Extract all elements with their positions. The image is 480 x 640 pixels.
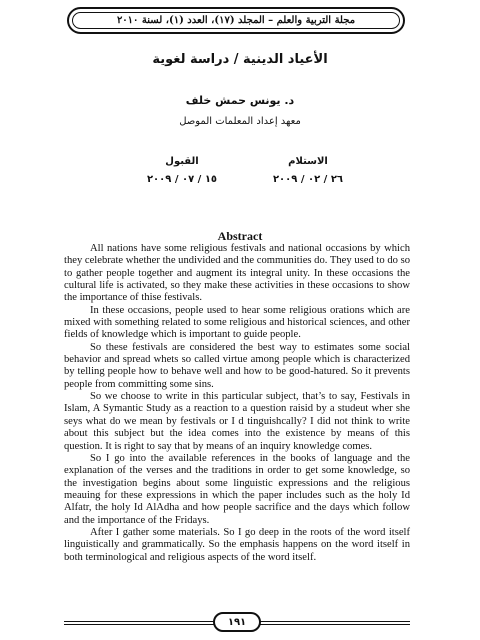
author-affiliation: معهد إعداد المعلمات الموصل — [179, 116, 301, 127]
accepted-label: القبول — [165, 156, 199, 167]
page-number: ١٩١ — [213, 612, 261, 632]
abstract-paragraph: After I gather some materials. So I go deep in the roots of the word itself linguistically and grammatically. So the emphasis happens on the word itself in both terminological and religious aspects of the word itself. — [64, 526, 410, 563]
article-title: الأعياد الدينية / دراسة لغوية — [152, 52, 328, 67]
journal-header-banner — [67, 7, 405, 34]
abstract-paragraph: So I go into the available references in the books of language and the explanation of the verses and the traditions in order to get some knowledge, so the investigation begins about some linguistic expressions and the religious meauing for these expressions in which the paper includes such as the holy Id Alfatr, the holy Id AlAdha and how people sacrifice and the days which follow and the importance of the Fridays. — [64, 452, 410, 526]
abstract-heading: Abstract — [217, 229, 263, 243]
received-date: ٢٦ / ٠٢ / ٢٠٠٩ — [272, 174, 344, 185]
accepted-date-block — [112, 156, 252, 185]
abstract-body — [64, 243, 410, 564]
abstract-paragraph: So these festivals are considered the best way to estimates some social behavior and spread whets so called virtue among people which is characterized by telling people how to behave well and how to be good-hatured. So it prevents people from committing some sins. — [64, 341, 410, 390]
received-label: الاستلام — [288, 156, 328, 167]
journal-header-text: مجلة التربية والعلم – المجلد (١٧)، العدد (١)، لسنة ٢٠١٠ — [116, 15, 356, 26]
page-footer — [64, 612, 410, 632]
abstract-paragraph: So we choose to write in this particular subject, that’s to say, Festivals in Islam, A Symantic Study as a reaction to a question raisid by a studeut wher she seys what do we mean by festivals or I d tinguishcally? I did not think to write about this subject but the idea comes into the existence by means of this question. It is right to say that by means of an inquiry knowledge comes. — [64, 391, 410, 452]
received-date-block — [238, 156, 378, 185]
author-name: د. يونس حمش خلف — [185, 94, 295, 107]
abstract-paragraph: In these occasions, people used to hear some religious orations which are mixed with something related to some religious and historical sciences, and other fields of knowledge which is important to guide people. — [64, 304, 410, 341]
abstract-paragraph: All nations have some religious festivals and national occasions by which they celebrate whether the undivided and the communities do. They used to do so to gather people together and augment its integral unity. In these occasions the cultural life is activated, so they make these activities in these occasions to show the importance of thise festivals. — [64, 243, 410, 304]
accepted-date: ١٥ / ٠٧ / ٢٠٠٩ — [146, 174, 218, 185]
